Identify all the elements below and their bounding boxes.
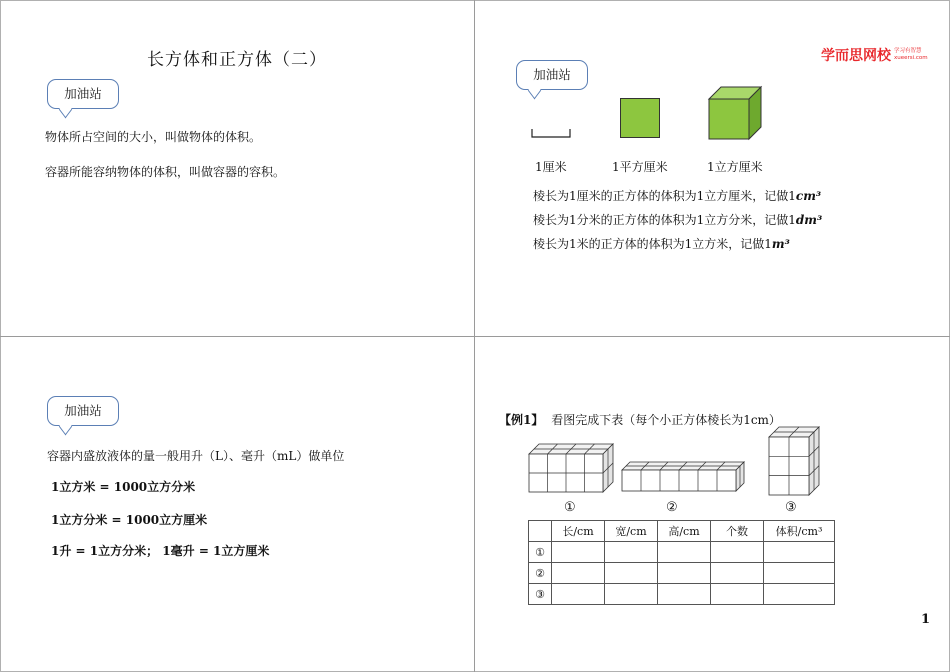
- definition-capacity: 容器所能容纳物体的体积，叫做容器的容积。: [45, 165, 286, 179]
- figure-label-2: ②: [666, 500, 678, 515]
- table-row: [529, 542, 835, 563]
- table-header-cell: 个数: [711, 521, 764, 542]
- cube-figure-1: [527, 440, 617, 496]
- table-cell[interactable]: [605, 563, 658, 584]
- label-centimeter: 1厘米: [535, 160, 567, 174]
- figure-label-1: ①: [564, 500, 576, 515]
- equation-cubic-meter: 1立方米 = 1000立方分米: [51, 480, 196, 494]
- table-cell[interactable]: [711, 542, 764, 563]
- example-tag: 【例1】: [499, 413, 544, 427]
- row-label: ①: [529, 542, 552, 563]
- logo-text: 学而思网校: [821, 48, 891, 64]
- table-cell[interactable]: [552, 563, 605, 584]
- callout-bubble: [516, 60, 588, 90]
- liquid-units-intro: 容器内盛放液体的量一般用升（L）、毫升（mL）做单位: [47, 449, 345, 463]
- cubic-centimeter-icon: [707, 85, 765, 141]
- table-header-cell: 宽/cm: [605, 521, 658, 542]
- table-cell[interactable]: [711, 584, 764, 605]
- table-header-cell: 长/cm: [552, 521, 605, 542]
- definition-volume: 物体所占空间的大小，叫做物体的体积。: [45, 130, 262, 144]
- label-cubic-centimeter: 1立方厘米: [707, 160, 763, 174]
- table-cell[interactable]: [764, 584, 835, 605]
- label-square-centimeter: 1平方厘米: [612, 160, 668, 174]
- table-cell[interactable]: [658, 584, 711, 605]
- table-cell[interactable]: [658, 542, 711, 563]
- example-heading: [499, 411, 781, 428]
- square-centimeter-icon: [620, 98, 660, 138]
- equation-cubic-decimeter: 1立方分米 = 1000立方厘米: [51, 513, 208, 527]
- table-cell[interactable]: [605, 584, 658, 605]
- table-cell[interactable]: [605, 542, 658, 563]
- callout-bubble: [47, 79, 119, 109]
- row-label: ②: [529, 563, 552, 584]
- table-cell[interactable]: [711, 563, 764, 584]
- centimeter-segment-icon: [531, 128, 573, 140]
- table-header-cell: 体积/cm³: [764, 521, 835, 542]
- table-header-row: [529, 521, 835, 542]
- figure-label-3: ③: [785, 500, 797, 515]
- unit-definition-m3: [533, 235, 790, 252]
- horizontal-divider: [0, 336, 950, 337]
- logo-slogan: 学习有智慧: [894, 48, 922, 54]
- page-number: 1: [921, 612, 931, 627]
- unit-definition-text: 棱长为1厘米的正方体的体积为1立方厘米，记做1: [533, 189, 796, 203]
- callout-label: 加油站: [64, 403, 102, 418]
- table-cell[interactable]: [764, 563, 835, 584]
- logo-subtext: [894, 48, 928, 62]
- table-cell[interactable]: [552, 584, 605, 605]
- table-header-cell: 高/cm: [658, 521, 711, 542]
- brand-logo: [821, 45, 928, 65]
- unit-definition-text: 棱长为1米的正方体的体积为1立方米，记做1: [533, 237, 772, 251]
- unit-definition-text: 棱长为1分米的正方体的体积为1立方分米，记做1: [533, 213, 796, 227]
- example-instruction: 看图完成下表（每个小正方体棱长为1cm）: [551, 413, 781, 427]
- row-label: ③: [529, 584, 552, 605]
- example-table: [528, 520, 835, 605]
- page-title: 长方体和正方体（二）: [147, 50, 327, 70]
- callout-label: 加油站: [64, 86, 102, 101]
- cube-figure-3: [767, 425, 821, 497]
- unit-definition-dm3: [533, 211, 822, 228]
- logo-url: xueersi.com: [894, 55, 928, 61]
- unit-definition-cm3: [533, 187, 821, 204]
- table-row: [529, 584, 835, 605]
- table-cell[interactable]: [658, 563, 711, 584]
- cube-figure-2: [620, 459, 746, 493]
- equation-liter-milliliter: 1升 = 1立方分米； 1毫升 = 1立方厘米: [51, 544, 270, 558]
- table-header-cell: [529, 521, 552, 542]
- table-row: [529, 563, 835, 584]
- table-cell[interactable]: [764, 542, 835, 563]
- callout-label: 加油站: [533, 67, 571, 82]
- unit-symbol: m³: [771, 237, 790, 251]
- callout-bubble: [47, 396, 119, 426]
- unit-symbol: dm³: [795, 213, 823, 227]
- unit-symbol: cm³: [795, 189, 822, 203]
- table-cell[interactable]: [552, 542, 605, 563]
